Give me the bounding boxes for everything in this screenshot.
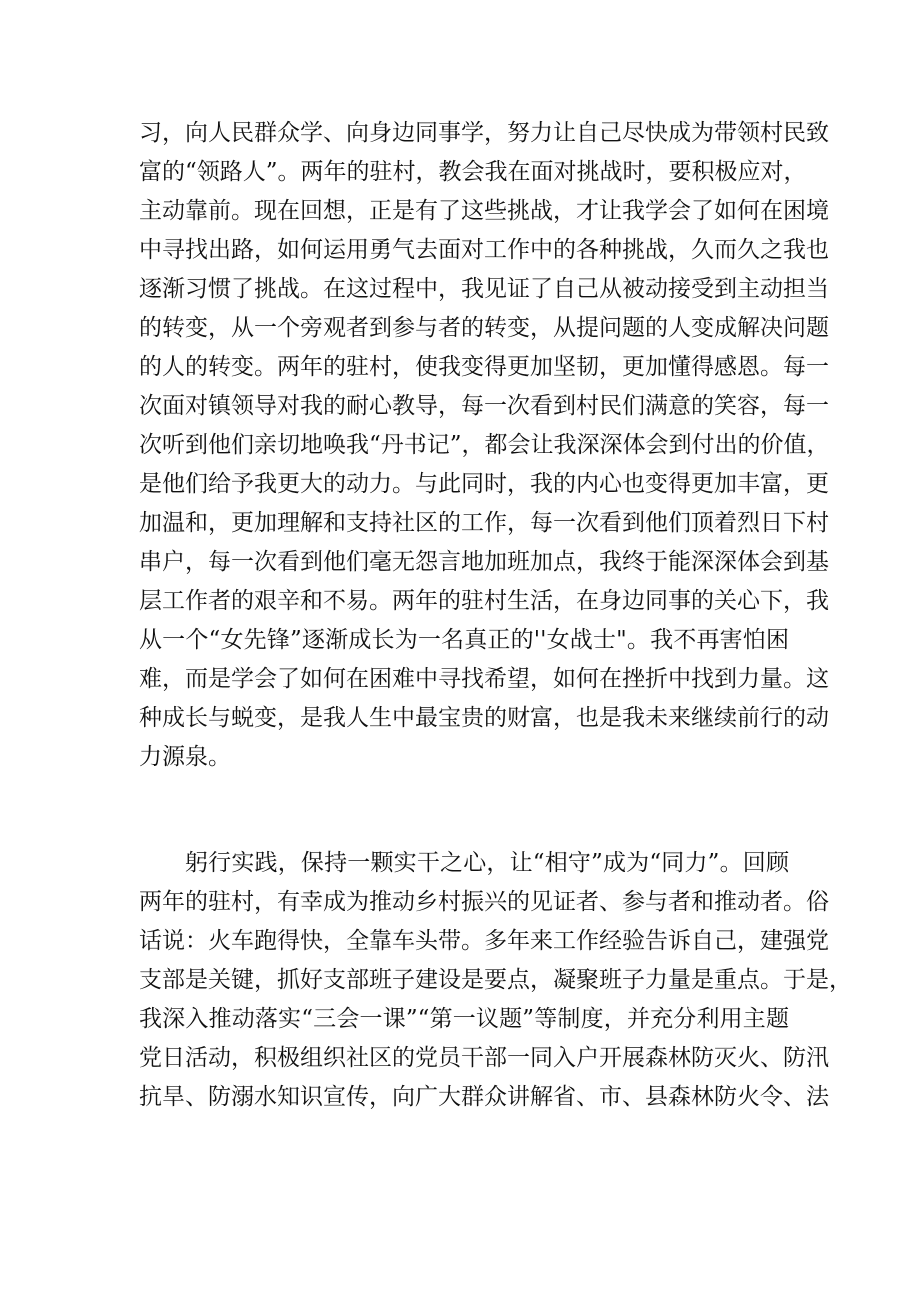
text-line: 串户，每一次看到他们毫无怨言地加班加点，我终于能深深体会到基 (139, 549, 829, 575)
text-line: 加温和，更加理解和支持社区的工作，每一次看到他们顶着烈日下村 (139, 510, 829, 536)
text-line: 力源泉。 (139, 744, 231, 770)
text-line: 次听到他们亲切地唤我“丹书记”，都会让我深深体会到付出的价值， (139, 432, 830, 458)
text-line: 主动靠前。现在回想，正是有了这些挑战，才让我学会了如何在困境 (139, 198, 829, 224)
text-line: 次面对镇领导对我的耐心教导，每一次看到村民们满意的笑容，每一 (139, 393, 829, 419)
text-line: 抗旱、防溺水知识宣传，向广大群众讲解省、市、县森林防火令、法 (139, 1084, 829, 1110)
text-line: 习，向人民群众学、向身边同事学，努力让自己尽快成为带领村民致 (139, 120, 829, 146)
paragraph-1 (139, 114, 830, 777)
text-line: 两年的驻村，有幸成为推动乡村振兴的见证者、参与者和推动者。俗 (139, 889, 829, 915)
text-line: 从一个“女先锋”逐渐成长为一名真正的''女战士"。我不再害怕困 (139, 627, 789, 653)
text-line: 富的“领路人”。两年的驻村，教会我在面对挑战时，要积极应对， (139, 159, 807, 185)
text-line: 中寻找出路，如何运用勇气去面对工作中的各种挑战，久而久之我也 (139, 237, 829, 263)
text-line: 话说：火车跑得快，全靠车头带。多年来工作经验告诉自己，建强党 (139, 928, 829, 954)
text-line: 的人的转变。两年的驻村，使我变得更加坚韧，更加懂得感恩。每一 (139, 354, 829, 380)
text-line: 我深入推动落实“三会一课”“第一议题”等制度，并充分利用主题 (139, 1006, 789, 1032)
text-line: 种成长与蜕变，是我人生中最宝贵的财富，也是我未来继续前行的动 (139, 705, 829, 731)
text-line: 的转变，从一个旁观者到参与者的转变，从提问题的人变成解决问题 (139, 315, 829, 341)
text-line: 难，而是学会了如何在困难中寻找希望，如何在挫折中找到力量。这 (139, 666, 829, 692)
text-line: 党日活动，积极组织社区的党员干部一同入户开展森林防灭火、防汛 (139, 1045, 829, 1071)
text-line: 层工作者的艰辛和不易。两年的驻村生活，在身边同事的关心下，我 (139, 588, 829, 614)
text-line: 逐渐习惯了挑战。在这过程中，我见证了自己从被动接受到主动担当 (139, 276, 829, 302)
text-line: 是他们给予我更大的动力。与此同时，我的内心也变得更加丰富，更 (139, 471, 829, 497)
paragraph-2 (139, 844, 852, 1117)
text-line: 躬行实践，保持一颗实干之心，让“相守”成为“同力”。回顾 (185, 850, 789, 876)
text-line: 支部是关键，抓好支部班子建设是要点，凝聚班子力量是重点。于是， (139, 967, 852, 993)
